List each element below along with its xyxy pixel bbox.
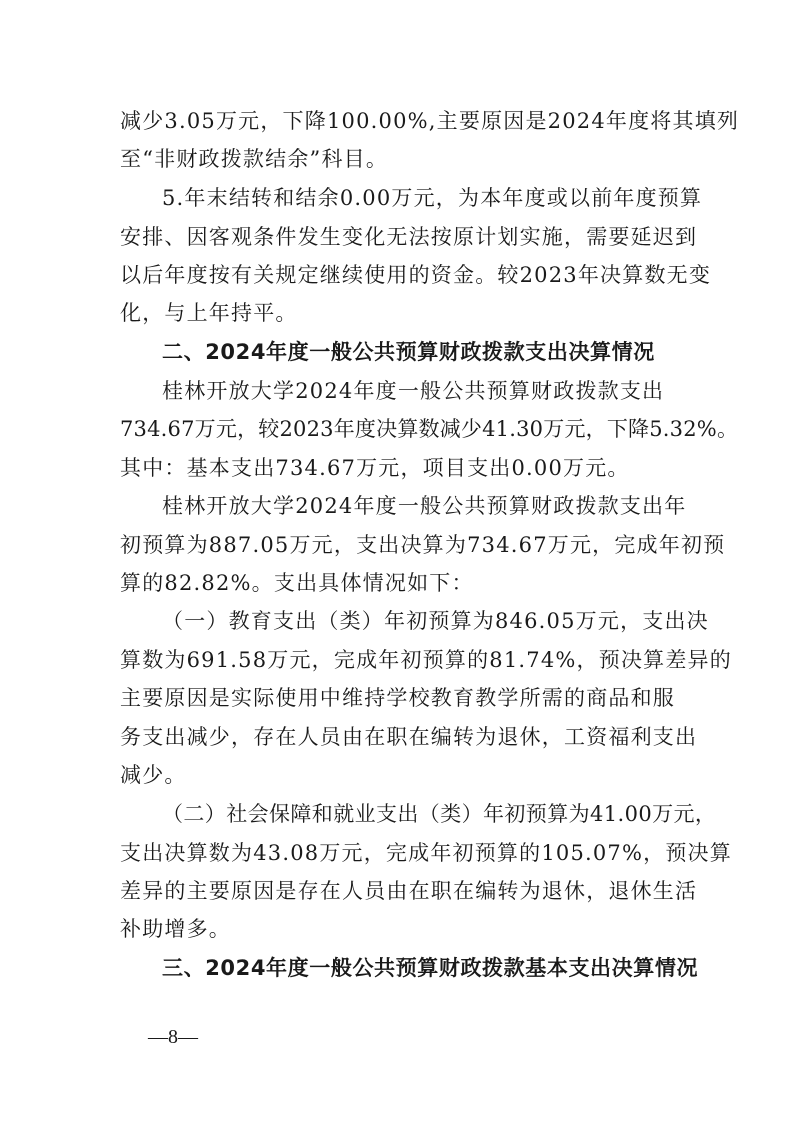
section-heading: 三、2024年度一般公共预算财政拨款基本支出决算情况 bbox=[162, 956, 699, 980]
body-text-line: 主要原因是实际使用中维持学校教育教学所需的商品和服 bbox=[120, 686, 675, 710]
body-text-line: 桂林开放大学2024年度一般公共预算财政拨款支出 bbox=[162, 379, 665, 403]
body-text-line: 桂林开放大学2024年度一般公共预算财政拨款支出年 bbox=[162, 494, 687, 518]
body-text-line: 差异的主要原因是存在人员由在职在编转为退休，退休生活 bbox=[120, 879, 698, 903]
body-text-line: 算数为691.58万元，完成年初预算的81.74%，预决算差异的 bbox=[120, 648, 732, 672]
body-text-line: 734.67万元，较2023年度决算数减少41.30万元，下降5.32%。 bbox=[120, 417, 739, 441]
page-number: —8— bbox=[148, 1026, 198, 1048]
body-text-line: 以后年度按有关规定继续使用的资金。较2023年决算数无变 bbox=[120, 263, 712, 287]
body-text-line: 补助增多。 bbox=[120, 917, 231, 941]
body-text-line: 5.年末结转和结余0.00万元，为本年度或以前年度预算 bbox=[162, 186, 703, 210]
body-text-line: 算的82.82%。支出具体情况如下： bbox=[120, 571, 474, 595]
body-text-line: 务支出减少，存在人员由在职在编转为退休，工资福利支出 bbox=[120, 725, 698, 749]
body-text-line: 初预算为887.05万元，支出决算为734.67万元，完成年初预 bbox=[120, 533, 726, 557]
body-text-line: 安排、因客观条件发生变化无法按原计划实施，需要延迟到 bbox=[120, 225, 698, 249]
body-text-line: 支出决算数为43.08万元，完成年初预算的105.07%，预决算 bbox=[120, 841, 732, 865]
body-text-line: 减少3.05万元，下降100.00%,主要原因是2024年度将其填列 bbox=[120, 109, 740, 133]
body-text-line: 化，与上年持平。 bbox=[120, 301, 298, 325]
body-text-line: 其中：基本支出734.67万元，项目支出0.00万元。 bbox=[120, 456, 630, 480]
body-text-line: （一）教育支出（类）年初预算为846.05万元，支出决 bbox=[162, 609, 709, 633]
body-text-line: 减少。 bbox=[120, 763, 187, 787]
section-heading: 二、2024年度一般公共预算财政拨款支出决算情况 bbox=[162, 340, 655, 364]
body-text-line: （二）社会保障和就业支出（类）年初预算为41.00万元， bbox=[162, 802, 717, 826]
body-text-line: 至“非财政拨款结余”科目。 bbox=[120, 147, 389, 171]
